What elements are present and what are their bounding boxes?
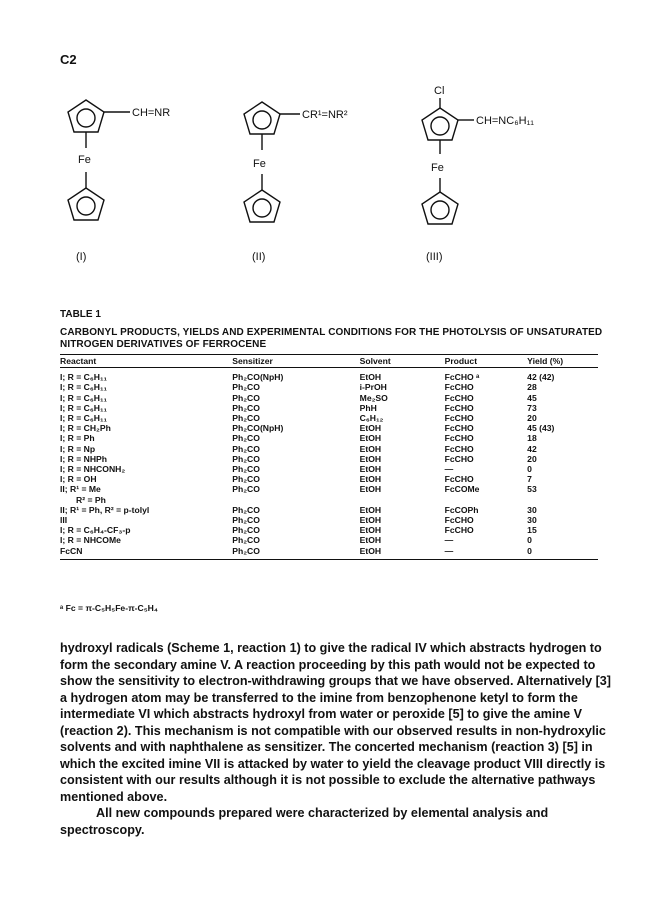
table-row [60,474,598,484]
cell-yield: 45 [527,392,537,403]
cell-solvent: i-PrOH [359,382,387,393]
structure-II-label: (II) [252,251,266,263]
cell-solvent [360,495,445,505]
table-row [60,444,598,454]
table-row [60,393,598,403]
cell-reactant: I; R = C₆H₁₁ [60,372,108,383]
structure-I-label: (I) [76,251,87,263]
cell-reactant: I; R = NHPh [60,453,108,464]
cell-yield: 28 [527,382,537,393]
cell-yield: 18 [527,433,537,444]
results-table [60,354,598,560]
cell-yield: 73 [527,402,537,413]
table-row [60,505,598,515]
cell-product: FcCOMe [444,484,480,495]
cell-product: — [445,546,528,560]
structure-I-metal: Fe [78,154,91,166]
table-row [60,535,598,545]
cell-sensitizer: Ph₂CO [232,392,260,403]
table-row [60,546,598,560]
cell-yield: 45 (43) [527,423,555,434]
cell-yield: 7 [527,474,532,485]
table-footnote: ᵃ Fc = π-C₅H₅Fe-π-C₅H₄ [60,603,158,613]
header-reactant: Reactant [60,355,232,368]
cell-solvent: EtOH [359,484,382,495]
cell-reactant: III [60,515,68,526]
cell-sensitizer: Ph₂CO [232,443,260,454]
structure-III-ring-substituent: Cl [434,85,445,97]
cell-reactant: R² = Ph [76,494,106,505]
body-text [60,640,616,838]
cell-yield: 30 [527,504,537,515]
cell-sensitizer: Ph₂CO [232,474,260,485]
cell-solvent: EtOH [359,372,382,383]
cell-yield: 0 [527,546,598,560]
cell-reactant: I; R = C₆H₁₁ [60,382,108,393]
header-solvent: Solvent [360,355,445,368]
table-body [60,368,598,560]
table-row [60,525,598,535]
structure-II-substituent: CR¹=NR² [302,109,348,121]
cell-solvent: EtOH [359,453,382,464]
cell-sensitizer: Ph₂CO [232,433,260,444]
cell-reactant: I; R = NHCONH₂ [60,464,126,475]
cell-solvent: C₆H₁₂ [359,413,384,424]
cell-reactant: I; R = C₆H₄-CF₃-p [60,525,131,536]
cell-reactant: I; R = NHCOMe [60,535,121,546]
cell-yield: 30 [527,515,537,526]
cell-reactant: I; R = C₆H₁₁ [60,413,108,424]
cell-reactant: I; R = CH₂Ph [60,423,111,434]
table-row [60,368,598,383]
cell-solvent: EtOH [360,546,445,560]
table-row [60,382,598,392]
cell-yield [527,495,598,505]
cell-product: — [444,535,454,546]
structure-III-metal: Fe [431,162,444,174]
cell-solvent: EtOH [359,474,382,485]
cell-solvent: EtOH [359,464,382,475]
table-row [60,403,598,413]
body-paragraph: All new compounds prepared were characterized by elemental analysis and spectroscopy. [60,806,549,837]
cell-solvent: EtOH [359,423,382,434]
cell-reactant: I; R = C₆H₁₁ [60,392,108,403]
table-row [60,433,598,443]
structure-III-label: (III) [426,251,443,263]
cell-solvent: EtOH [359,515,382,526]
table-title: TABLE 1 [60,309,101,320]
cell-product: FcCHO [444,392,474,403]
cell-reactant: FcCN [60,546,232,560]
cell-solvent: EtOH [359,433,382,444]
cell-sensitizer: Ph₂CO [232,515,260,526]
cell-yield: 0 [527,464,532,475]
table-row [60,413,598,423]
cell-reactant: I; R = Np [60,443,96,454]
cell-sensitizer: Ph₂CO [232,402,260,413]
cell-sensitizer: Ph₂CO [232,382,260,393]
cell-product: FcCHO [444,443,474,454]
cell-solvent: EtOH [359,504,382,515]
cell-sensitizer: Ph₂CO [232,464,260,475]
cell-product: FcCHO [444,413,474,424]
cell-yield: 0 [527,535,532,546]
cell-solvent: Me₂SO [359,392,388,403]
cell-yield: 20 [527,413,537,424]
table-header-row [60,355,598,368]
cell-sensitizer [232,495,359,505]
table-row [60,423,598,433]
structure-III-substituent: CH=NC₆H₁₁ [476,115,535,127]
header-sensitizer: Sensitizer [232,355,359,368]
cell-sensitizer: Ph₂CO [232,453,260,464]
header-yield: Yield (%) [527,355,598,368]
body-paragraph: hydroxyl radicals (Scheme 1, reaction 1) to give the radical IV which abstracts hydrogen to form the secondary amine V. A reaction proceeding by this path would not be expected to show the sensitivity to electron-withdrawing groups that we have observed. Alternatively [3] a hydrogen atom may be transferred to the imine from benzophenone ketyl to form the intermediate VI which abstracts hydroxyl from water or peroxide [5] to give the amine V (reaction 2). This mechanism is not compatible with our observed results in non-hydroxylic solvents and with naphthalene as sensitizer. The concerted mechanism (reaction 3) [5] in which the excited imine VII is attacked by water to yield the cleavage product VIII directly is consistent with our results although it is not possible to exclude the alternative pathways mentioned above. [60,641,611,804]
cell-yield: 53 [527,484,537,495]
cell-sensitizer: Ph₂CO [232,535,260,546]
cell-sensitizer: Ph₂CO [232,546,359,560]
table-row [60,454,598,464]
cell-reactant: II; R¹ = Ph, R² = p-tolyl [60,504,150,515]
table-row [60,484,598,494]
cell-sensitizer: Ph₂CO(NpH) [232,372,284,383]
cell-reactant: I; R = OH [60,474,97,485]
cell-yield: 42 (42) [527,372,555,383]
cell-solvent: PhH [359,402,377,413]
cell-solvent: EtOH [359,535,382,546]
cell-product: — [444,464,454,475]
table-subtitle: CARBONYL PRODUCTS, YIELDS AND EXPERIMENTAL CONDITIONS FOR THE PHOTOLYSIS OF UNSATURATED NITROGEN DERIVATIVES OF FERROCENE [60,327,603,350]
cell-product [445,495,528,505]
cell-product: FcCHO [444,423,474,434]
cell-product: FcCHO [444,433,474,444]
cell-product: FcCHO [444,382,474,393]
structure-I-substituent: CH=NR [132,107,171,119]
ferrocene-structures [0,80,672,280]
table-row [60,464,598,474]
cell-sensitizer: Ph₂CO(NpH) [232,423,284,434]
cell-product: FcCHO [444,453,474,464]
cell-product: FcCHO [444,474,474,485]
header-product: Product [445,355,528,368]
page-identifier: C2 [60,52,77,67]
cell-product: FcCHO [444,515,474,526]
cell-sensitizer: Ph₂CO [232,525,260,536]
structure-II-metal: Fe [253,158,266,170]
cell-sensitizer: Ph₂CO [232,504,260,515]
structure-III [422,98,474,224]
cell-product: FcCHO ᵃ [444,372,480,383]
cell-sensitizer: Ph₂CO [232,413,260,424]
cell-yield: 15 [527,525,537,536]
cell-product: FcCHO [444,402,474,413]
cell-reactant: I; R = Ph [60,433,95,444]
cell-solvent: EtOH [359,443,382,454]
cell-sensitizer: Ph₂CO [232,484,260,495]
cell-product: FcCOPh [444,504,479,515]
cell-yield: 42 [527,443,537,454]
cell-yield: 20 [527,453,537,464]
table-row [60,495,598,505]
cell-reactant: I; R = C₆H₁₁ [60,402,108,413]
cell-solvent: EtOH [359,525,382,536]
table-row [60,515,598,525]
cell-reactant: II; R¹ = Me [60,484,101,495]
cell-product: FcCHO [444,525,474,536]
